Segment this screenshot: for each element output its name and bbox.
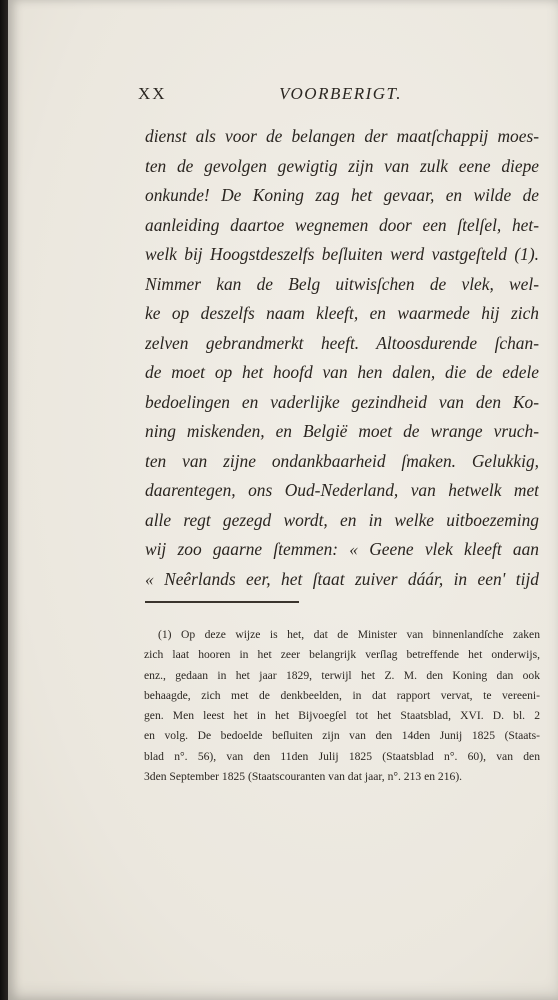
text-line: zelven gebrandmerkt heeft. Altoosdurende ſchan-: [145, 332, 539, 353]
page-header: [138, 84, 402, 110]
text-line: welk bij Hoogstdeszelfs beſluiten werd vastgeſteld (1).: [145, 244, 539, 264]
main-text-block: [145, 122, 539, 594]
footnote-line: behaagde, zich met de denkbeelden, in dat rapport vervat, te vereeni-: [144, 688, 540, 702]
text-line: ke op deszelfs naam kleeft, en waarmede hij zich: [145, 303, 539, 323]
text-line: ning miskenden, en België moet de wrange vruch-: [145, 421, 539, 441]
book-binding-edge: [0, 0, 8, 1000]
text-line: de moet op het hoofd van hen dalen, die de edele: [145, 362, 539, 382]
footnote-line: (1) Op deze wijze is het, dat de Minister van binnenlandſche zaken: [158, 628, 540, 641]
text-line: « Neêrlands eer, het ſtaat zuiver dáár, in een' tijd: [145, 568, 539, 589]
footnote-block: [144, 625, 540, 787]
text-line: alle regt gezegd wordt, en in welke uitboezeming: [145, 509, 539, 530]
footnote-line: gen. Men leest het in het Bijvoegſel tot het Staatsblad, XVI. D. bl. 2: [144, 709, 540, 723]
running-title: VOORBERIGT.: [279, 84, 402, 103]
footnote-line: en volg. De bedoelde beſluiten zijn van den 14den Junij 1825 (Staats-: [144, 729, 540, 743]
text-line: daarentegen, ons Oud-Nederland, van hetwelk met: [145, 480, 539, 500]
text-line: wij zoo gaarne ſtemmen: « Geene vlek kleeft aan: [145, 539, 539, 559]
text-line: aanleiding daartoe wegnemen door een ſtelſel, het-: [145, 214, 539, 235]
footnote-line: 3den September 1825 (Staatscouranten van dat jaar, n°. 213 en 216).: [144, 770, 463, 784]
text-line: bedoelingen en vaderlijke gezindheid van den Ko-: [145, 391, 539, 412]
footnote-line: enz., gedaan in het jaar 1829, terwijl het Z. M. den Koning dan ook: [144, 668, 540, 682]
footnote-line: zich laat hooren in het zeer belangrijk verſlag betreffende het onderwijs,: [144, 648, 540, 662]
text-line: Nimmer kan de Belg uitwisſchen de vlek, wel-: [145, 273, 539, 294]
text-line: dienst als voor de belangen der maatſchappij moes-: [145, 126, 539, 146]
page-number: XX: [138, 84, 167, 103]
footnote-separator-rule: [145, 601, 299, 603]
text-line: onkunde! De Koning zag het gevaar, en wilde de: [145, 185, 539, 205]
text-line: ten de gevolgen gewigtig zijn van zulk eene diepe: [145, 155, 539, 176]
footnote-line: blad n°. 56), van den 11den Julij 1825 (Staatsblad n°. 60), van den: [144, 749, 540, 763]
text-line: ten van zijne ondankbaarheid ſmaken. Gelukkig,: [145, 450, 539, 471]
